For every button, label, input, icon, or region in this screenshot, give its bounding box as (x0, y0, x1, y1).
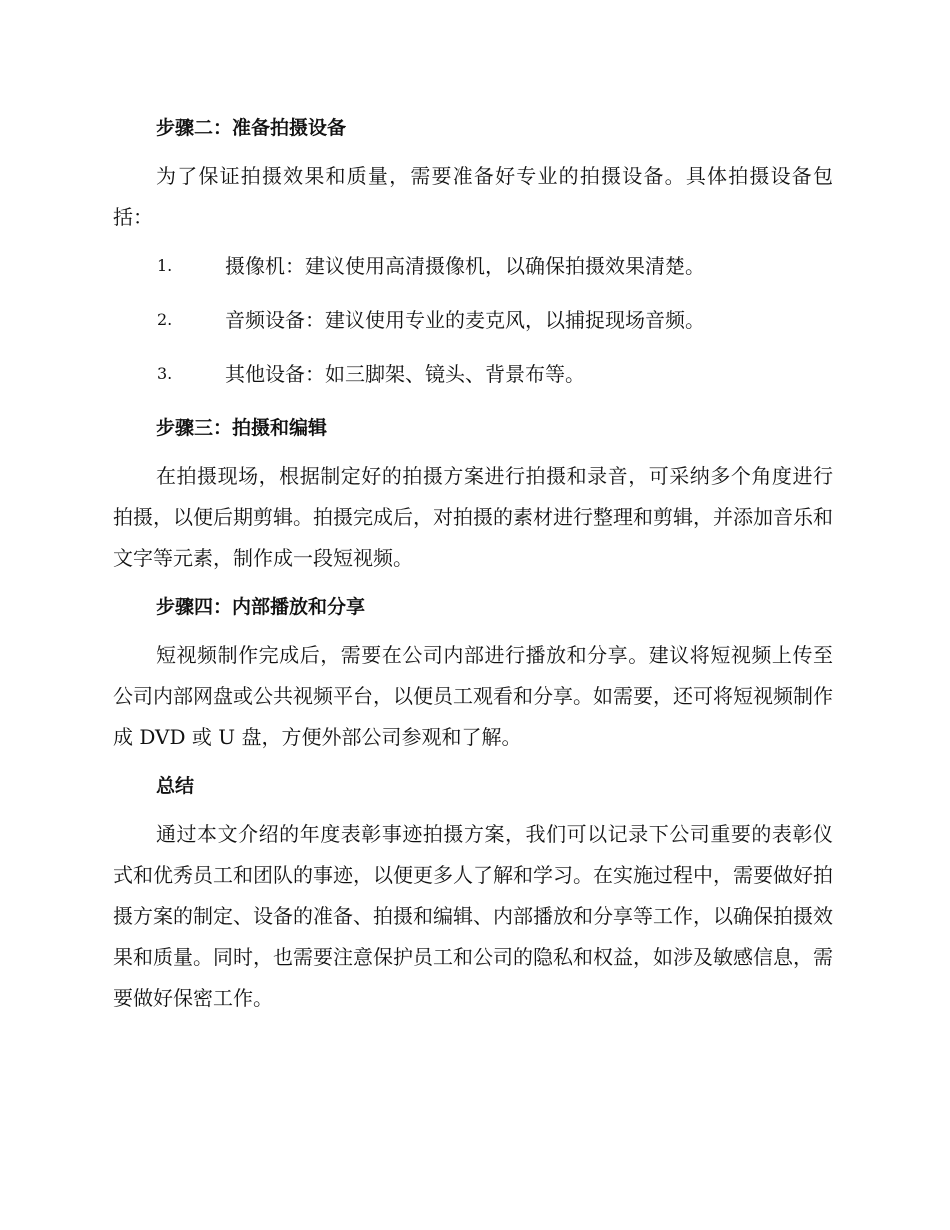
list-item (113, 354, 833, 394)
section-heading: 步骤三：拍摄和编辑 (156, 417, 328, 439)
section-heading: 步骤二：准备拍摄设备 (156, 117, 347, 139)
section-paragraph: 在拍摄现场，根据制定好的拍摄方案进行拍摄和录音，可采纳多个角度进行拍摄，以便后期剪辑。拍摄完成后，对拍摄的素材进行整理和剪辑，并添加音乐和文字等元素，制作成一段短视频。 (113, 464, 833, 570)
list-text: 其他设备：如三脚架、镜头、背景布等。 (225, 362, 585, 386)
section-heading: 总结 (156, 775, 195, 797)
list-text: 摄像机：建议使用高清摄像机，以确保拍摄效果清楚。 (225, 254, 705, 278)
list-item (113, 300, 833, 340)
equipment-list (113, 246, 833, 394)
list-text: 音频设备：建议使用专业的麦克风，以捕捉现场音频。 (225, 308, 705, 332)
list-number: 3. (157, 364, 173, 383)
section-paragraph: 为了保证拍摄效果和质量，需要准备好专业的拍摄设备。具体拍摄设备包括： (113, 164, 833, 229)
section-paragraph: 短视频制作完成后，需要在公司内部进行播放和分享。建议将短视频上传至公司内部网盘或公共视频平台，以便员工观看和分享。如需要，还可将短视频制作成 DVD 或 U 盘，方便外部公司参观和了解。 (113, 643, 833, 749)
section-paragraph: 通过本文介绍的年度表彰事迹拍摄方案，我们可以记录下公司重要的表彰仪式和优秀员工和团队的事迹，以便更多人了解和学习。在实施过程中，需要做好拍摄方案的制定、设备的准备、拍摄和编辑、内部播放和分享等工作，以确保拍摄效果和质量。同时，也需要注意保护员工和公司的隐私和权益，如涉及敏感信息，需要做好保密工作。 (113, 822, 833, 1010)
list-number: 1. (157, 256, 173, 275)
section-heading: 步骤四：内部播放和分享 (156, 596, 366, 618)
list-number: 2. (157, 310, 173, 329)
list-item (113, 246, 833, 286)
document-body (113, 108, 833, 1027)
